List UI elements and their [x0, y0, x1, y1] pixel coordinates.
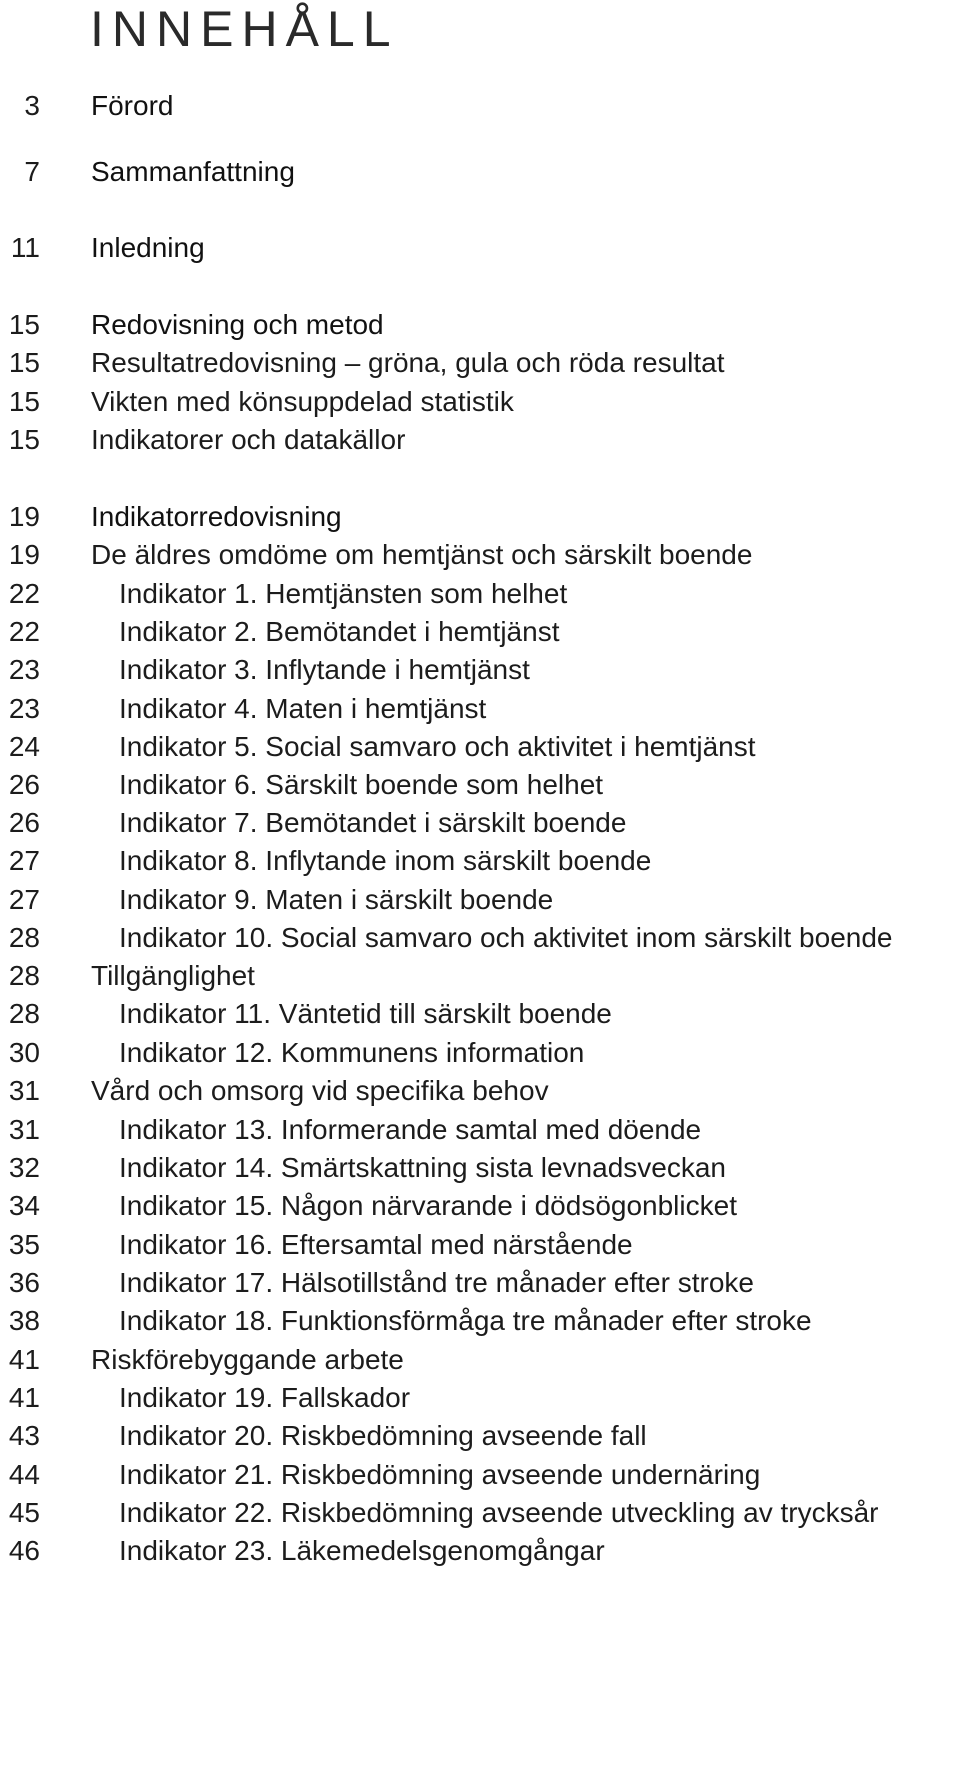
toc-page-number: 35	[8, 1229, 40, 1260]
toc-page-number: 11	[10, 232, 40, 263]
toc-entry[interactable]	[0, 150, 960, 194]
toc-entry-title[interactable]: Indikator 1. Hemtjänsten som helhet	[119, 578, 568, 609]
toc-page-number: 15	[8, 347, 40, 378]
toc-entry-title[interactable]: Indikator 2. Bemötandet i hemtjänst	[119, 616, 560, 647]
toc-entry-title[interactable]: De äldres omdöme om hemtjänst och särskilt boende	[91, 539, 753, 570]
toc-entry-title[interactable]: Indikator 7. Bemötandet i särskilt boende	[119, 807, 627, 838]
toc-page-number: 19	[8, 539, 40, 570]
toc-entry-title[interactable]: Inledning	[91, 232, 205, 263]
toc-page-number: 3	[24, 90, 40, 121]
toc-page-number: 38	[8, 1305, 40, 1336]
toc-page-number: 23	[8, 693, 40, 724]
toc-entry-title[interactable]: Indikator 15. Någon närvarande i dödsögonblicket	[119, 1190, 737, 1221]
toc-entry-title[interactable]: Indikator 23. Läkemedelsgenomgångar	[119, 1535, 605, 1566]
toc-page-number: 31	[8, 1075, 40, 1106]
toc-page-number: 45	[8, 1497, 40, 1528]
toc-entry-title[interactable]: Indikator 10. Social samvaro och aktivitet inom särskilt boende	[119, 922, 893, 953]
page-title: INNEHÅLL	[90, 1, 399, 57]
toc-page-number: 41	[8, 1344, 40, 1375]
toc-page-number: 28	[8, 922, 40, 953]
toc-page-number: 44	[8, 1459, 40, 1490]
toc-page-number: 27	[8, 884, 40, 915]
toc-entry[interactable]	[0, 839, 960, 883]
toc-entry-title[interactable]: Indikator 3. Inflytande i hemtjänst	[119, 654, 530, 685]
toc-entry-title[interactable]: Indikator 12. Kommunens information	[119, 1037, 585, 1068]
toc-entry[interactable]	[0, 1529, 960, 1573]
toc-entry-title[interactable]: Indikator 4. Maten i hemtjänst	[119, 693, 487, 724]
toc-entry[interactable]	[0, 84, 960, 128]
toc-page-number: 28	[8, 960, 40, 991]
toc-entry[interactable]	[0, 1414, 960, 1458]
toc-page-number: 26	[8, 807, 40, 838]
toc-entry-title[interactable]: Indikator 8. Inflytande inom särskilt boende	[119, 845, 652, 876]
toc-entry-title[interactable]: Indikator 14. Smärtskattning sista levnadsveckan	[119, 1152, 726, 1183]
toc-page-number: 43	[8, 1420, 40, 1451]
toc-page-number: 19	[8, 501, 40, 532]
toc-entry-title[interactable]: Resultatredovisning – gröna, gula och röda resultat	[91, 347, 725, 378]
toc-page-number: 24	[8, 731, 40, 762]
toc-entry[interactable]	[0, 1299, 960, 1343]
toc-entry[interactable]	[0, 1184, 960, 1228]
toc-entry[interactable]	[0, 648, 960, 692]
toc-entry-title[interactable]: Indikator 21. Riskbedömning avseende undernäring	[119, 1459, 761, 1490]
toc-entry-title[interactable]: Riskförebyggande arbete	[91, 1344, 404, 1375]
toc-entry-title[interactable]: Indikator 22. Riskbedömning avseende utveckling av trycksår	[119, 1497, 879, 1528]
toc-entry[interactable]	[0, 226, 960, 270]
toc-entry-title[interactable]: Indikator 6. Särskilt boende som helhet	[119, 769, 604, 800]
toc-entry-title[interactable]: Förord	[91, 90, 174, 121]
toc-page-number: 26	[8, 769, 40, 800]
toc-entry-title[interactable]: Indikator 18. Funktionsförmåga tre månader efter stroke	[119, 1305, 812, 1336]
toc-page-number: 41	[8, 1382, 40, 1413]
toc-page-number: 7	[24, 156, 40, 187]
toc-entry-title[interactable]: Redovisning och metod	[91, 309, 384, 340]
toc-page-number: 46	[8, 1535, 40, 1566]
toc-entry-title[interactable]: Indikator 17. Hälsotillstånd tre månader efter stroke	[119, 1267, 754, 1298]
toc-page-number: 34	[8, 1190, 40, 1221]
toc-entry-title[interactable]: Indikator 5. Social samvaro och aktivitet i hemtjänst	[119, 731, 756, 762]
toc-entry[interactable]	[0, 533, 960, 577]
toc-entry-title[interactable]: Indikator 20. Riskbedömning avseende fall	[119, 1420, 647, 1451]
toc-entry-title[interactable]: Vikten med könsuppdelad statistik	[91, 386, 514, 417]
toc-entry-title[interactable]: Indikator 16. Eftersamtal med närstående	[119, 1229, 633, 1260]
toc-page-number: 23	[8, 654, 40, 685]
toc-page-number: 15	[8, 424, 40, 455]
toc-entry-title[interactable]: Indikator 19. Fallskador	[119, 1382, 411, 1413]
toc-page-number: 30	[8, 1037, 40, 1068]
toc-entry[interactable]	[0, 1069, 960, 1113]
toc-entry-title[interactable]: Indikator 9. Maten i särskilt boende	[119, 884, 554, 915]
toc-entry-title[interactable]: Vård och omsorg vid specifika behov	[91, 1075, 549, 1106]
toc-page-number: 15	[8, 309, 40, 340]
toc-page-number: 32	[8, 1152, 40, 1183]
toc-entry[interactable]	[0, 341, 960, 385]
toc-entry-title[interactable]: Sammanfattning	[91, 156, 295, 187]
toc-entry[interactable]	[0, 418, 960, 462]
toc-page-number: 36	[8, 1267, 40, 1298]
toc-page-number: 27	[8, 845, 40, 876]
toc-page-number: 22	[8, 578, 40, 609]
toc-entry-title[interactable]: Indikatorer och datakällor	[91, 424, 406, 455]
toc-entry[interactable]	[0, 992, 960, 1036]
toc-entry-title[interactable]: Tillgänglighet	[91, 960, 255, 991]
toc-page-number: 15	[8, 386, 40, 417]
toc-page-number: 22	[8, 616, 40, 647]
toc-page-number: 28	[8, 998, 40, 1029]
toc-page-number: 31	[8, 1114, 40, 1145]
toc-entry-title[interactable]: Indikator 11. Väntetid till särskilt boende	[119, 998, 612, 1029]
toc-entry-title[interactable]: Indikator 13. Informerande samtal med döende	[119, 1114, 702, 1145]
toc-entry-title[interactable]: Indikatorredovisning	[91, 501, 342, 532]
